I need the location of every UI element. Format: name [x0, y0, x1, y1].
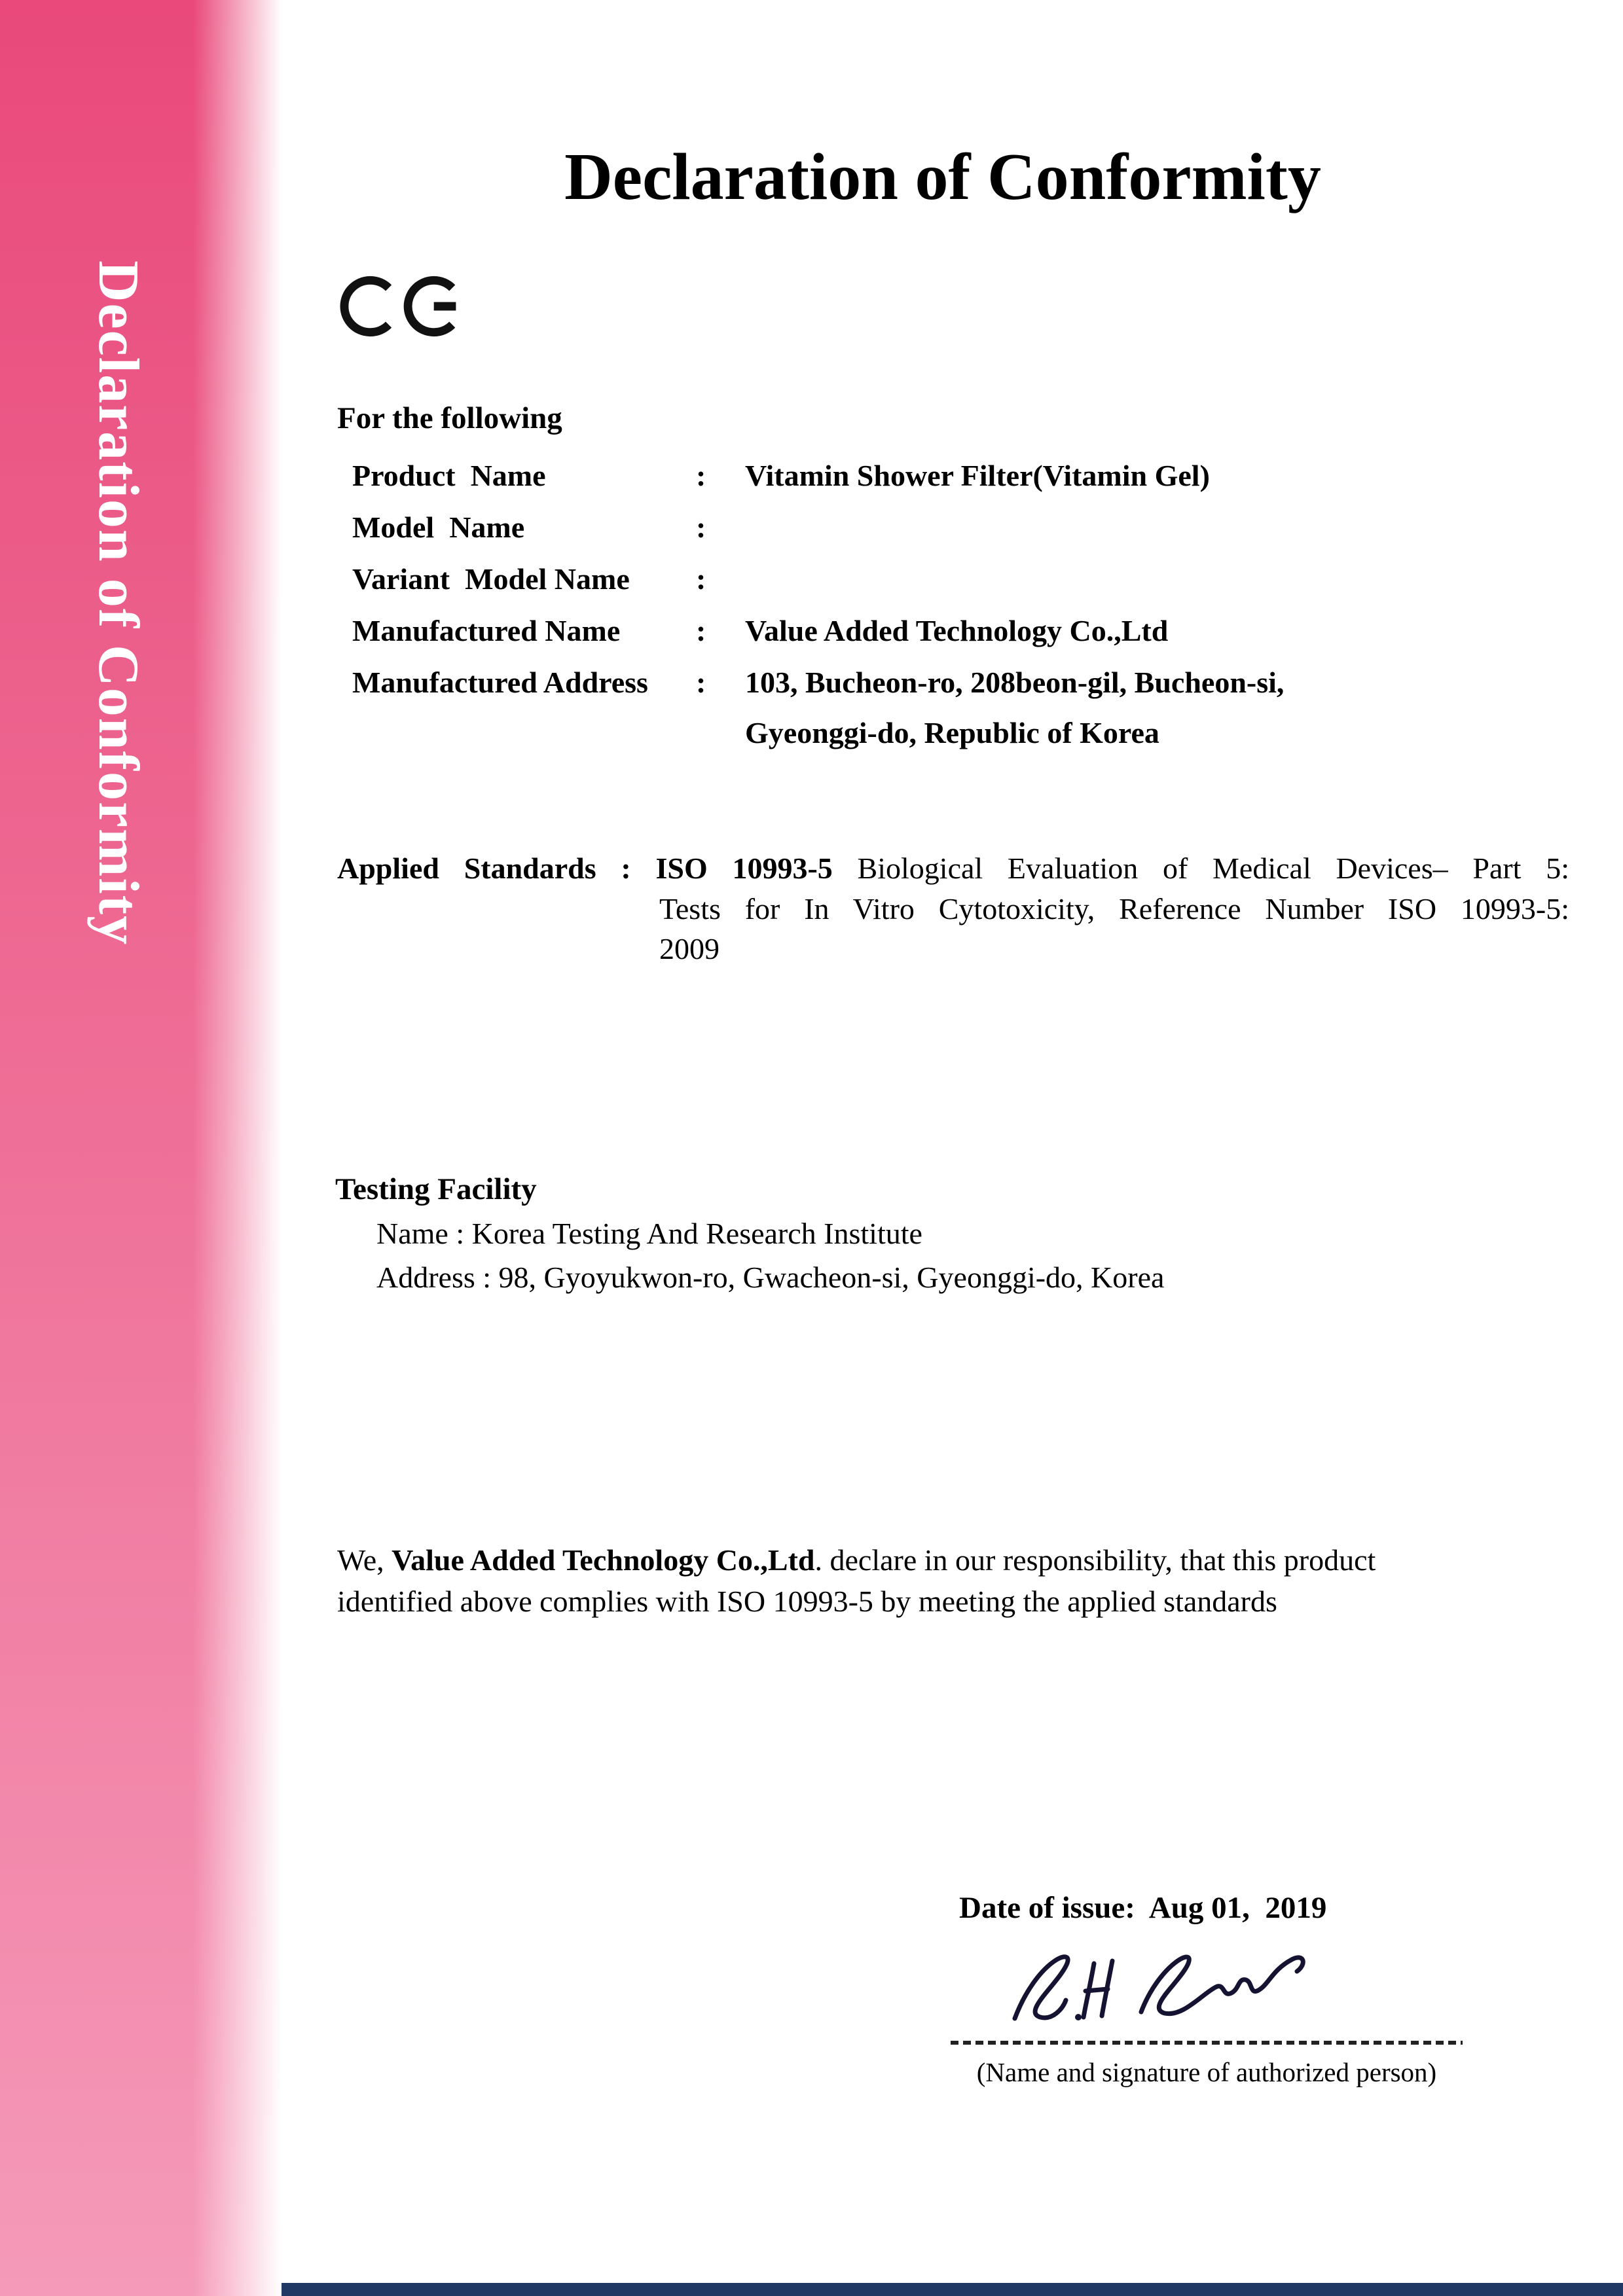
- declaration-suffix: . declare in our responsibility, that this product identified above complies with ISO 10993-5 by meeting the applied standards: [337, 1543, 1376, 1619]
- footer-navy-bar: [282, 2283, 1623, 2296]
- sidebar-vertical-title: Declaration of Conformity: [86, 260, 150, 946]
- declaration-company: Value Added Technology Co.,Ltd: [392, 1543, 815, 1577]
- field-label: Product Name: [352, 459, 546, 492]
- ce-mark-icon: [337, 267, 486, 346]
- field-row-model-name: [352, 510, 1570, 545]
- field-colon: :: [696, 666, 706, 699]
- field-colon: :: [696, 562, 706, 596]
- testing-facility-name: Name : Korea Testing And Research Institute: [376, 1217, 922, 1250]
- field-label: Manufactured Name: [352, 614, 621, 647]
- field-value: Value Added Technology Co.,Ltd: [745, 614, 1169, 647]
- field-label: Manufactured Address: [352, 666, 648, 699]
- product-fields: [352, 458, 1570, 767]
- testing-facility-heading: Testing Facility: [335, 1172, 537, 1206]
- page-title: Declaration of Conformity: [564, 140, 1321, 214]
- declaration-paragraph: [337, 1539, 1414, 1623]
- applied-standards-line-1: [337, 848, 1569, 889]
- field-label: Variant Model Name: [352, 562, 630, 596]
- signature-scribble: [979, 1932, 1326, 2050]
- testing-facility-address: Address : 98, Gyoyukwon-ro, Gwacheon-si, Gyeonggi-do, Korea: [376, 1261, 1165, 1294]
- applied-standards-label: Applied Standards : ISO 10993-5: [337, 852, 833, 885]
- field-label: Model Name: [352, 511, 525, 544]
- intro-text: For the following: [337, 401, 562, 435]
- applied-standards-line-3: 2009: [659, 932, 720, 966]
- field-colon: :: [696, 614, 706, 647]
- sidebar-fade: [193, 0, 282, 2296]
- field-row-product-name: [352, 458, 1570, 493]
- signature-dashed-line: [951, 2041, 1463, 2045]
- address-line-1: 103, Bucheon-ro, 208beon-gil, Bucheon-si,: [745, 666, 1285, 699]
- address-line-2: Gyeonggi-do, Republic of Korea: [745, 716, 1159, 749]
- field-row-manufactured-name: [352, 613, 1570, 648]
- field-colon: :: [696, 511, 706, 544]
- signature-caption: (Name and signature of authorized person): [976, 2057, 1437, 2087]
- pink-sidebar: [0, 0, 282, 2296]
- field-value: Vitamin Shower Filter(Vitamin Gel): [745, 459, 1210, 492]
- declaration-prefix: We,: [337, 1543, 392, 1577]
- applied-standards-text-1: Biological Evaluation of Medical Devices– Part 5:: [857, 852, 1569, 885]
- field-row-variant-model-name: [352, 562, 1570, 596]
- field-colon: :: [696, 459, 706, 492]
- signature-period-dot: [1075, 2014, 1082, 2020]
- field-value: [745, 665, 1570, 750]
- applied-standards-line-2: Tests for In Vitro Cytotoxicity, Reference Number ISO 10993-5:: [659, 891, 1569, 925]
- date-of-issue: Date of issue: Aug 01, 2019: [959, 1891, 1327, 1925]
- field-row-manufactured-address: [352, 665, 1570, 750]
- applied-standards: [337, 848, 1569, 969]
